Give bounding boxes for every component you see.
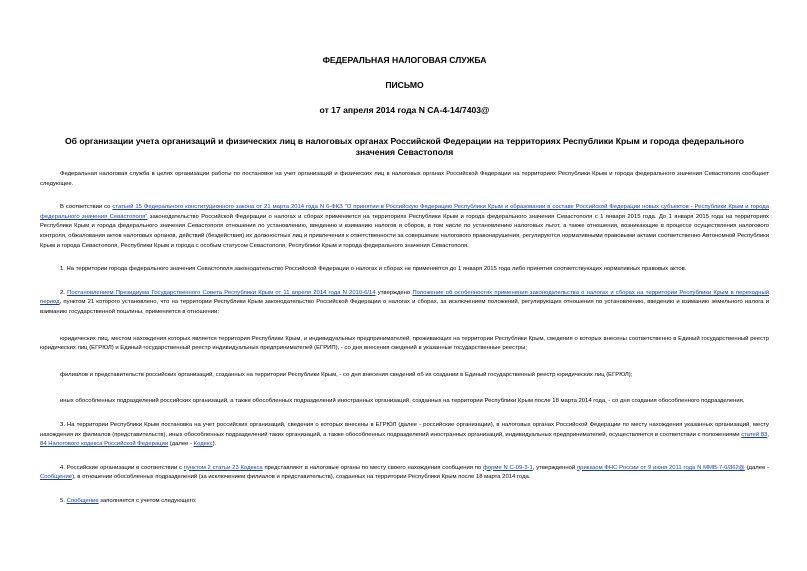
text-segment: , пунктом 21 которого установлено, что на территории Республики Крым законодательство Российской Федерации о налогах и сборах, за исключением положений, регулирующих отношения по установлению, введению и взиманию земельного налога и взиманию государственной пошлины, применяется в отношении: [40,299,769,315]
text-segment: (далее - [168,441,194,448]
form-c-09-3-1-link[interactable]: форме N С-09-3-1 [483,464,533,471]
agency-name: ФЕДЕРАЛЬНАЯ НАЛОГОВАЯ СЛУЖБА [322,55,487,65]
paragraph-item-2-legal-entities: юридических лиц, местом нахождения которых является территория Республики Крым, и индивидуальных предпринимателей, проживающих на территории Республики Крым, сведения о которых внесены соответственно в Единый государственный реестр юридических лиц (ЕГРЮЛ) и Единый государственный реестр индивидуальных предпринимателей (ЕГРИП), - со дня внесения сведений в указанные государственные реестры; [40,335,769,352]
message-link[interactable]: Сообщение [40,474,73,481]
text-segment: (далее - [744,464,769,471]
document-subject: Об организации учета организаций и физических лиц в налоговых органах Российской Федерации на территориях Республики Крым и города федерального значения Севастополя [64,136,745,157]
text-segment: заполняется с учетом следующего: [98,497,197,504]
document-type: ПИСЬМО [385,80,424,90]
fns-order-link[interactable]: приказом ФНС России от 9 июня 2011 года N ММВ-7-6/362@ [576,464,745,471]
paragraph-intro: Федеральная налоговая служба в целях организации работы по постановке на учет организаций и физических лиц в налоговых органах Российской Федерации на территориях Республики Крым и города федерального значения Севастополя сообщает следующее. [40,171,769,187]
message-link[interactable]: Сообщение [66,497,99,504]
paragraph-item-2-branches: филиалов и представительств российских организаций, созданных на территории Республики Крым, - со дня внесения сведений об их создании в Единый государственный реестр юридических лиц (ЕГРЮЛ); [60,371,633,378]
paragraph-item-3 [40,421,769,450]
text-segment: В соответствии со [60,204,113,211]
paragraph-item-4 [40,464,769,483]
paragraph-item-1: 1. На территории города федерального значения Севастополя законодательство Российской Федерации о налогах и сборах не применяется до 1 января 2015 года либо принятия соответствующих нормативных правовых актов. [60,266,687,273]
law-article-15-link[interactable]: статьей 15 Федерального конституционного закона от 21 марта 2014 года N 6-ФКЗ "О принятии в Российскую Федерацию Республики Крым и образовании в составе Российской Федерации новых субъектов - Республики Крым и города федерального значения Севастополя" [40,204,769,220]
text-segment: ). [212,441,217,448]
tax-code-article-83-link[interactable]: статей 83 [741,431,768,438]
text-segment: утверждено [375,289,413,296]
tax-code-link[interactable]: Кодекс [193,441,213,448]
paragraph-item-5 [40,497,769,507]
paragraph-legal-basis [40,203,769,251]
text-segment: законодательство Российской Федерации о налогах и сборах применяется на территориях Республики Крым и города федерального значения Севастополя с 1 января 2015 года. До 1 января 2015 года на территориях Республики Крым и города федерального значения Севастополя отношения по установлению, введению и взиманию налогов и сборов, в том числе по установлению налоговых льгот, а также отношения, возникающие в процессе осуществления налогового контроля, обжалования актов налоговых органов, действий (бездействия) их должностных лиц и привлечения к ответственности за совершение налогового правонарушения, регулируются нормативными правовыми актами соответственно Автономной Республики Крым и города Севастополя, Республики Крым и города с особым статусом Севастополя, Республики Крым и города федерального значения Севастополя. [40,213,769,249]
text-segment: 4. Российские организации в соответствии с [60,464,184,471]
text-segment: 2. [60,289,68,296]
text-segment: ), в отношении обособленных подразделений (за исключением филиалов и представительств), созданных на территории Республики Крым после 18 марта 2014 года. [72,474,531,481]
paragraph-item-2-other-units: иных обособленных подразделений российских организаций, а также обособленных подразделений иностранных организаций, созданных на территории Республики Крым после 18 марта 2014 года, - со дня создания обособленного подразделения. [60,398,745,405]
paragraph-item-2 [40,289,769,318]
transition-regulation-link[interactable]: Положение об особенностях применения законодательства о налогах и сборах на территории Республики Крым в переходный период [40,289,769,306]
presidium-resolution-link[interactable]: Постановлением Президиума Государственного Совета Республики Крым от 11 апреля 2014 года N 2010-6/14 [67,289,376,296]
text-segment: , утвержденной [532,464,577,471]
tax-code-article-84-link[interactable]: 84 Налогового кодекса Российской Федерации [40,441,169,448]
text-segment: 5. [60,497,67,504]
text-segment: , [767,431,769,438]
document-reference: от 17 апреля 2014 года N СА-4-14/7403@ [319,105,490,115]
text-segment: 3. На территории Республики Крым постановка на учет российских организаций, сведения о которых внесены в ЕГРЮЛ (далее - российские организации), в налоговых органах Российской Федерации по месту нахождения указанных организаций, месту нахождения их филиалов (представительств), иных обособленных подразделений таких организаций, а также обособленных подразделений иностранных организаций, индивидуальных предпринимателей, осуществляется в соответствии с положениями [40,421,769,438]
article-23-link[interactable]: пунктом 2 статьи 23 Кодекса [183,464,263,471]
text-segment: представляют в налоговые органы по месту своего нахождения сообщения по [262,464,483,471]
